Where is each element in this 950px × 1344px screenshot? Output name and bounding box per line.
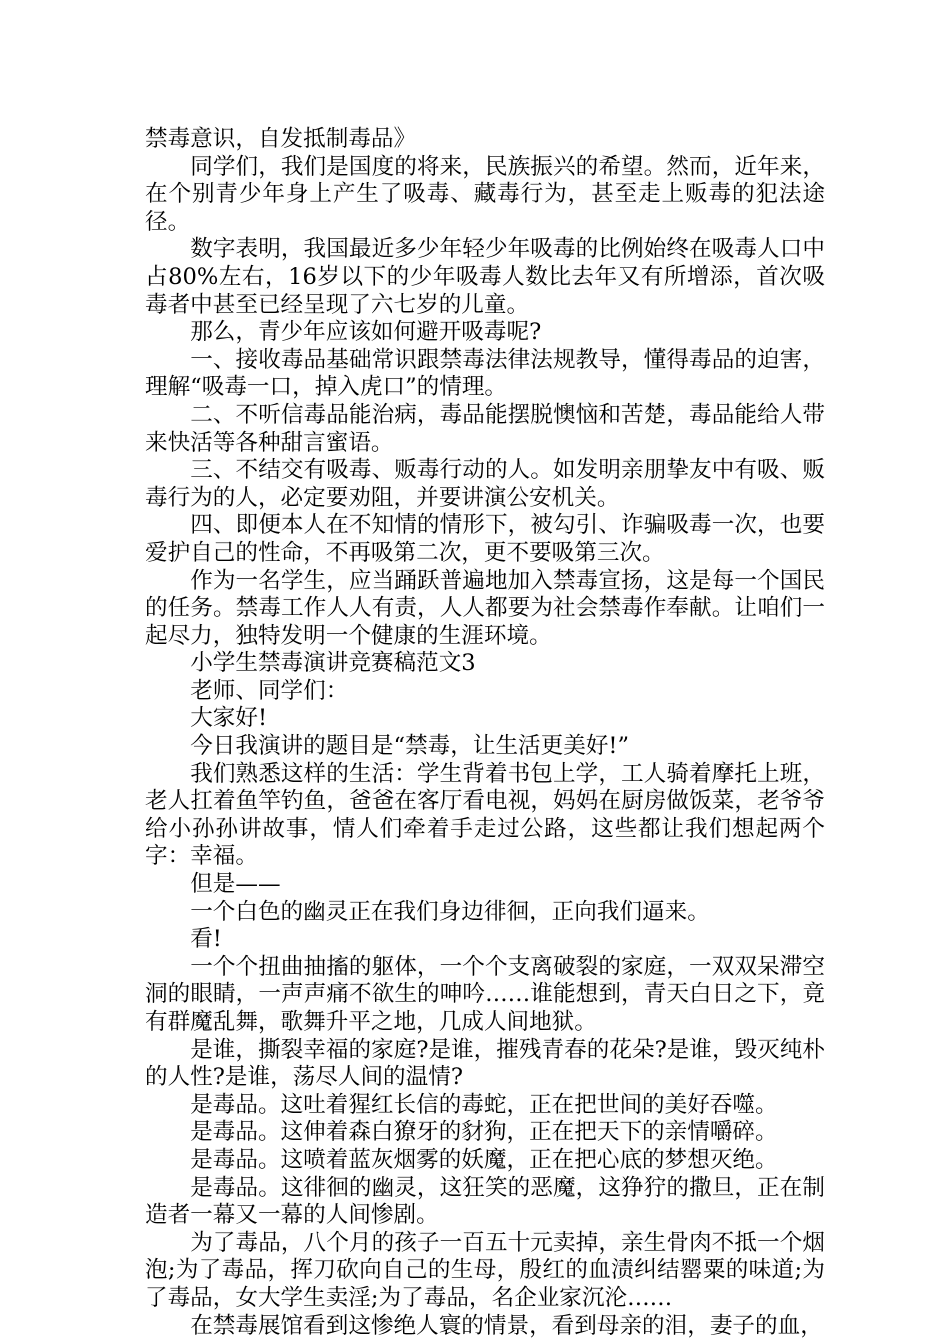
paragraph: 是毒品。这伸着森白獠牙的豺狗，正在把天下的亲情嚼碎。 — [190, 1119, 778, 1146]
paragraph: 老师、同学们： — [190, 677, 349, 704]
paragraph: 数字表明，我国最近多少年轻少年吸毒的比例始终在吸毒人口中占80%左右，16岁以下的少年吸毒人数比去年又有所增添，首次吸毒者中甚至已经呈现了六七岁的儿童。 — [145, 236, 825, 318]
paragraph: 为了毒品，八个月的孩子一百五十元卖掉，亲生骨肉不抵一个烟泡;为了毒品，挥刀砍向自己的生母，殷红的血渍纠结罂粟的味道;为了毒品，女大学生卖淫;为了毒品，名企业家沉沦…… — [145, 1229, 825, 1311]
paragraph: 今日我演讲的题目是“禁毒，让生活更美好!” — [190, 733, 630, 760]
paragraph: 是毒品。这喷着蓝灰烟雾的妖魔，正在把心底的梦想灭绝。 — [190, 1146, 778, 1173]
paragraph: 我们熟悉这样的生活：学生背着书包上学，工人骑着摩托上班，老人扛着鱼竿钓鱼，爸爸在客厅看电视，妈妈在厨房做饭菜，老爷爷给小孙孙讲故事，情人们牵着手走过公路，这些都让我们想起两个字：幸福。 — [145, 760, 825, 870]
paragraph: 一、接收毒品基础常识跟禁毒法律法规教导，懂得毒品的迫害，理解“吸毒一口，掉入虎口”的情理。 — [145, 346, 825, 401]
paragraph: 小学生禁毒演讲竞赛稿范文3 — [190, 650, 476, 677]
paragraph: 禁毒意识，自发抵制毒品》 — [145, 126, 417, 152]
paragraph: 一个个扭曲抽搐的躯体，一个个支离破裂的家庭，一双双呆滞空洞的眼睛，一声声痛不欲生的呻吟……谁能想到，青天白日之下，竟有群魔乱舞，歌舞升平之地，几成人间地狱。 — [145, 953, 825, 1035]
paragraph: 四、即便本人在不知情的情形下，被勾引、诈骗吸毒一次，也要爱护自己的性命，不再吸第二次，更不要吸第三次。 — [145, 512, 825, 566]
paragraph: 但是—— — [190, 871, 281, 898]
paragraph: 看! — [190, 926, 222, 953]
paragraph: 是毒品。这吐着猩红长信的毒蛇，正在把世间的美好吞噬。 — [190, 1091, 778, 1118]
paragraph: 是毒品。这徘徊的幽灵，这狂笑的恶魔，这狰狞的撒旦，正在制造者一幕又一幕的人间惨剧。 — [145, 1174, 825, 1229]
paragraph: 同学们，我们是国度的将来，民族振兴的希望。然而，近年来，在个别青少年身上产生了吸毒、藏毒行为，甚至走上贩毒的犯法途径。 — [145, 153, 825, 235]
paragraph: 作为一名学生，应当踊跃普遍地加入禁毒宣扬，这是每一个国民的任务。禁毒工作人人有责，人人都要为社会禁毒作奉献。让咱们一起尽力，独特发明一个健康的生涯环境。 — [145, 567, 825, 649]
paragraph: 那么，青少年应该如何避开吸毒呢? — [190, 319, 542, 346]
paragraph: 大家好! — [190, 705, 268, 732]
document-body — [145, 126, 825, 1340]
paragraph: 是谁，撕裂幸福的家庭?是谁，摧残青春的花朵?是谁，毁灭纯朴的人性?是谁，荡尽人间的温情? — [145, 1036, 825, 1091]
paragraph: 二、不听信毒品能治病，毒品能摆脱懊恼和苦楚，毒品能给人带来快活等各种甜言蜜语。 — [145, 401, 825, 456]
paragraph: 三、不结交有吸毒、贩毒行动的人。如发明亲朋挚友中有吸、贩毒行为的人，必定要劝阻，并要讲演公安机关。 — [145, 457, 825, 511]
paragraph: 一个白色的幽灵正在我们身边徘徊，正向我们逼来。 — [190, 898, 710, 925]
paragraph: 在禁毒展馆看到这惨绝人寰的情景，看到母亲的泪，妻子的血， — [190, 1312, 823, 1339]
